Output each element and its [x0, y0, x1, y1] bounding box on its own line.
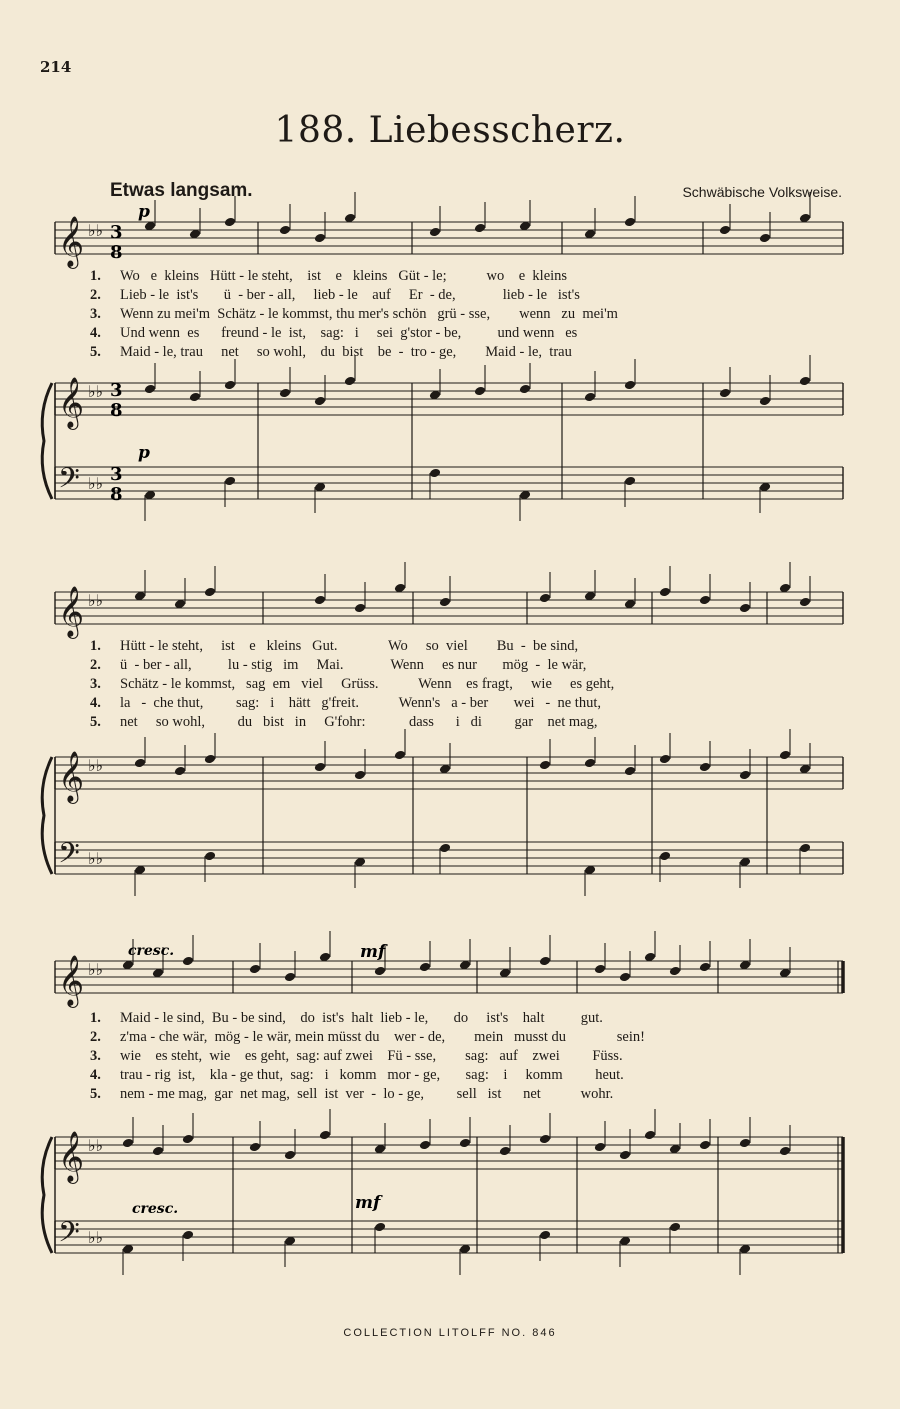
note-head — [519, 384, 531, 395]
note-head — [539, 1230, 551, 1241]
note-head — [314, 762, 326, 773]
note-head — [189, 392, 201, 403]
key-signature-flats: ♭♭ — [88, 474, 104, 493]
key-signature-flats: ♭♭ — [88, 1228, 104, 1247]
verse-line: 4. la - che thut, sag: i hätt g'freit. Wenn's a - ber wei - ne thut, — [90, 695, 601, 711]
time-sig-voice-top: 3 — [110, 222, 123, 243]
note-head — [539, 593, 551, 604]
note-head — [279, 225, 291, 236]
note-head — [419, 962, 431, 973]
note-head — [284, 1150, 296, 1161]
note-head — [439, 843, 451, 854]
piano-brace — [42, 757, 52, 874]
note-head — [619, 1150, 631, 1161]
piano-brace — [42, 1137, 52, 1253]
key-signature-flats: ♭♭ — [88, 849, 104, 868]
note-head — [739, 1138, 751, 1149]
verse-line: 2. Lieb - le ist's ü - ber - all, lieb - le auf Er - de, lieb - le ist's — [90, 287, 580, 303]
note-head — [759, 396, 771, 407]
note-head — [719, 225, 731, 236]
note-head — [539, 760, 551, 771]
note-head — [182, 1230, 194, 1241]
dynamic-p-piano: p — [138, 443, 150, 463]
note-head — [659, 851, 671, 862]
time-sig-bass-bottom: 8 — [110, 484, 123, 505]
note-head — [739, 603, 751, 614]
note-head — [459, 1138, 471, 1149]
note-head — [284, 972, 296, 983]
bass-clef-icon: 𝄢 — [58, 1216, 80, 1256]
treble-clef-icon: 𝄞 — [58, 1131, 85, 1182]
note-head — [619, 972, 631, 983]
time-sig-treble-top: 3 — [110, 380, 123, 401]
publisher-footer: COLLECTION LITOLFF NO. 846 — [343, 1327, 557, 1339]
note-head — [499, 1146, 511, 1157]
key-signature-flats: ♭♭ — [88, 382, 104, 401]
time-sig-treble-bottom: 8 — [110, 400, 123, 421]
treble-clef-icon: 𝄞 — [58, 955, 85, 1006]
note-head — [539, 1134, 551, 1145]
note-head — [429, 468, 441, 479]
dynamic-mf-piano: mf — [355, 1193, 381, 1213]
dynamic-p-voice: p — [138, 202, 150, 222]
note-head — [249, 964, 261, 975]
verse-line: 4. trau - rig ist, kla - ge thut, sag: i komm mor - ge, sag: i komm heut. — [90, 1067, 624, 1083]
treble-clef-icon: 𝄞 — [58, 586, 85, 637]
note-head — [624, 766, 636, 777]
note-head — [669, 1222, 681, 1233]
note-head — [182, 956, 194, 967]
treble-clef-icon: 𝄞 — [58, 216, 85, 267]
note-head — [374, 1222, 386, 1233]
note-head — [354, 603, 366, 614]
note-head — [624, 380, 636, 391]
note-head — [699, 962, 711, 973]
note-head — [799, 376, 811, 387]
note-head — [699, 1140, 711, 1151]
note-head — [152, 1146, 164, 1157]
note-head — [319, 1130, 331, 1141]
key-signature-flats: ♭♭ — [88, 960, 104, 979]
note-head — [204, 587, 216, 598]
verse-line: 2. z'ma - che wär, mög - le wär, mein müsst du wer - de, mein musst du sein! — [90, 1029, 645, 1045]
time-sig-bass-top: 3 — [110, 464, 123, 485]
note-head — [699, 595, 711, 606]
note-head — [174, 766, 186, 777]
key-signature-flats: ♭♭ — [88, 756, 104, 775]
verse-line: 5. net so wohl, du bist in G'fohr: dass i di gar net mag, — [90, 714, 598, 730]
note-head — [279, 388, 291, 399]
dynamic-mf-voice: mf — [360, 942, 386, 962]
verse-line: 2. ü - ber - all, lu - stig im Mai. Wenn es nur mög - le wär, — [90, 657, 587, 673]
note-head — [224, 217, 236, 228]
piano-brace — [42, 383, 52, 499]
note-head — [374, 966, 386, 977]
verse-line: 1. Hütt - le steht, ist e kleins Gut. Wo so viel Bu - be sind, — [90, 638, 579, 654]
bass-clef-icon: 𝄢 — [58, 837, 80, 877]
verse-line: 1. Maid - le sind, Bu - be sind, do ist's halt lieb - le, do ist's halt gut. — [90, 1010, 603, 1026]
note-head — [644, 1130, 656, 1141]
note-head — [439, 597, 451, 608]
note-head — [799, 843, 811, 854]
note-head — [122, 1138, 134, 1149]
note-head — [624, 217, 636, 228]
note-head — [624, 476, 636, 487]
note-head — [314, 233, 326, 244]
note-head — [182, 1134, 194, 1145]
verse-line: 4. Und wenn es freund - le ist, sag: i sei g'stor - be, und wenn es — [90, 325, 578, 341]
note-head — [249, 1142, 261, 1153]
note-head — [354, 770, 366, 781]
note-head — [429, 227, 441, 238]
note-head — [699, 762, 711, 773]
note-head — [669, 966, 681, 977]
treble-clef-icon: 𝄞 — [58, 377, 85, 428]
dynamic-cresc-voice: cresc. — [128, 943, 175, 959]
verse-line: 5. Maid - le, trau net so wohl, du bist be - tro - ge, Maid - le, trau — [90, 344, 572, 360]
treble-clef-icon: 𝄞 — [58, 751, 85, 802]
tempo-marking: Etwas langsam. — [110, 180, 253, 201]
note-head — [759, 233, 771, 244]
note-head — [224, 476, 236, 487]
verse-line: 1. Wo e kleins Hütt - le steht, ist e kleins Güt - le; wo e kleins — [90, 268, 568, 284]
verse-line: 3. Schätz - le kommst, sag em viel Grüss. Wenn es fragt, wie es geht, — [90, 676, 615, 692]
verse-line: 3. wie es steht, wie es geht, sag: auf zwei Fü - sse, sag: auf zwei Füss. — [90, 1048, 623, 1064]
note-head — [344, 376, 356, 387]
time-sig-voice-bottom: 8 — [110, 242, 123, 263]
key-signature-flats: ♭♭ — [88, 1136, 104, 1155]
note-head — [474, 386, 486, 397]
note-head — [719, 388, 731, 399]
note-head — [144, 384, 156, 395]
note-head — [204, 754, 216, 765]
note-head — [204, 851, 216, 862]
note-head — [594, 964, 606, 975]
note-head — [779, 750, 791, 761]
note-head — [314, 595, 326, 606]
bass-clef-icon: 𝄢 — [58, 462, 80, 502]
key-signature-flats: ♭♭ — [88, 221, 104, 240]
note-head — [584, 758, 596, 769]
note-head — [539, 956, 551, 967]
dynamic-cresc-piano: cresc. — [132, 1201, 179, 1217]
note-head — [224, 380, 236, 391]
note-head — [584, 392, 596, 403]
note-head — [134, 758, 146, 769]
composer-credit: Schwäbische Volksweise. — [682, 184, 842, 200]
verse-line: 5. nem - me mag, gar net mag, sell ist ver - lo - ge, sell ist net wohr. — [90, 1086, 614, 1102]
verse-line: 3. Wenn zu mei'm Schätz - le kommst, thu mer's schön grü - sse, wenn zu mei'm — [90, 306, 618, 322]
note-head — [659, 754, 671, 765]
note-head — [659, 587, 671, 598]
note-head — [394, 750, 406, 761]
note-head — [779, 1146, 791, 1157]
note-head — [739, 770, 751, 781]
note-head — [419, 1140, 431, 1151]
note-head — [474, 223, 486, 234]
page-number: 214 — [40, 58, 72, 76]
note-head — [314, 396, 326, 407]
key-signature-flats: ♭♭ — [88, 591, 104, 610]
note-head — [594, 1142, 606, 1153]
song-title: 188. Liebesscherz. — [274, 110, 626, 151]
note-head — [799, 597, 811, 608]
